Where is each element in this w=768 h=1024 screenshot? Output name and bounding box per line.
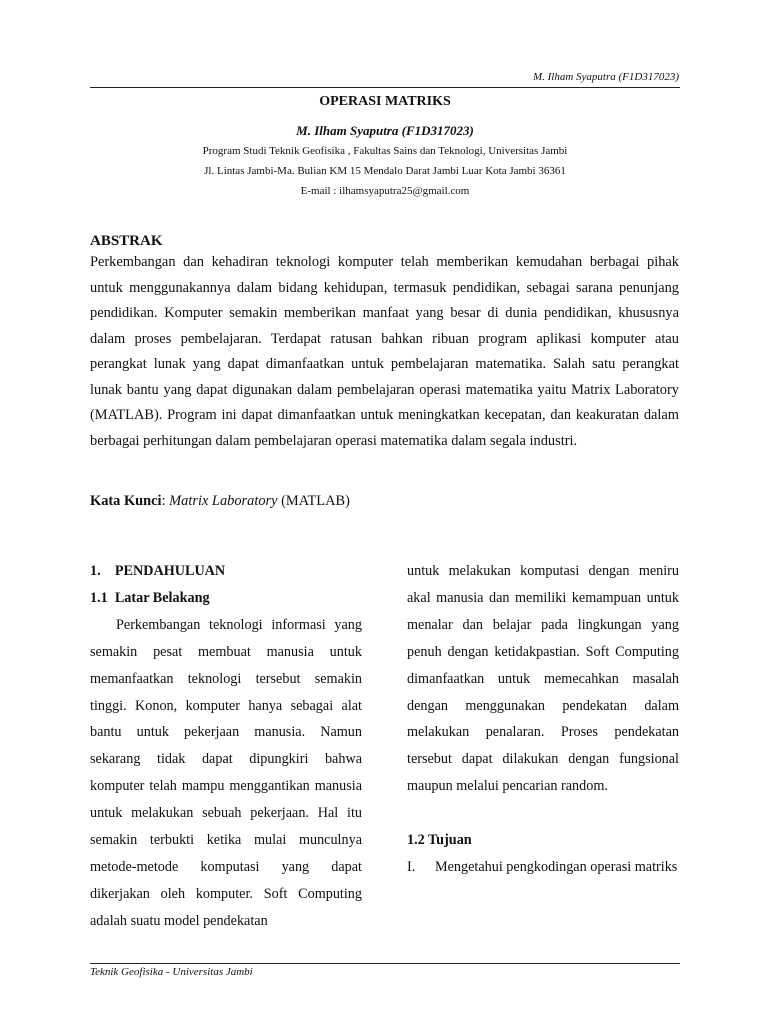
list-number: I. [407,858,416,875]
header-rule [90,87,680,88]
left-column [90,558,362,935]
section-heading: 1. PENDAHULUAN [90,563,226,579]
footer-text: Teknik Geofisika - Universitas Jambi [90,966,253,978]
keywords-label: Kata Kunci [90,493,162,509]
list-item [407,854,679,881]
keywords-separator: : [161,493,170,509]
body-paragraph-continued: untuk melakukan komputasi dengan meniru akal manusia dan memiliki kemampuan untuk menalar dan belajar pada lingkungan yang penuh dengan ketidakpastian. Soft Computing dimanfaatkan untuk memecahkan masalah dengan menggunakan pendekatan dalam melakukan penalaran. Proses pendekatan tersebut dapat dilakukan dengan fungsional maupun melalui pencarian random. [407,563,679,795]
running-head: M. Ilham Syaputra (F1D317023) [532,71,679,83]
spacer [407,800,679,827]
abstract-heading: ABSTRAK [90,233,163,249]
keywords-abbr: (MATLAB) [277,493,350,509]
keywords [90,493,350,510]
keywords-term: Matrix Laboratory [169,493,278,509]
address-line: Jl. Lintas Jambi-Ma. Bulian KM 15 Mendalo Darat Jambi Luar Kota Jambi 36361 [204,165,566,177]
affiliation-line: Program Studi Teknik Geofisika , Fakultas Sains dan Teknologi, Universitas Jambi [202,145,568,157]
paper-title: OPERASI MATRIKS [319,94,451,109]
author-name: M. Ilham Syaputra (F1D317023) [296,123,474,138]
list-text: Mengetahui pengkodingan operasi matriks [435,858,678,875]
subsection-heading: 1.2 Tujuan [407,832,472,849]
body-paragraph: Perkembangan teknologi informasi yang semakin pesat membuat manusia untuk memanfaatkan teknologi tersebut semakin tinggi. Konon, komputer hanya sebagai alat bantu untuk pekerjaan manusia. Namun sekarang tidak dapat dipungkiri bahwa komputer telah mampu menggantikan manusia untuk melakukan sebuah pekerjaan. Hal itu semakin terbukti ketika mulai munculnya metode-metode komputasi yang dapat dikerjakan oleh komputer. Soft Computing adalah suatu model pendekatan [90,616,362,929]
footer-rule [90,963,680,964]
subsection-heading: 1.1 Latar Belakang [90,589,210,606]
email-line: E-mail : ilhamsyaputra25@gmail.com [300,185,470,197]
right-column [407,558,679,881]
abstract-text: Perkembangan dan kehadiran teknologi komputer telah memberikan kemudahan berbagai pihak untuk menggunakannya dalam bidang kehidupan, termasuk pendidikan, sebagai sarana penunjang pendidikan. Komputer semakin memberikan manfaat yang besar di dunia pendidikan, khususnya dalam proses pembelajaran. Terdapat ratusan bahkan ribuan program aplikasi komputer atau perangkat lunak yang dapat dimanfaatkan untuk pembelajaran matematika. Salah satu perangkat lunak bantu yang dapat digunakan dalam pembelajaran operasi matematika yaitu Matrix Laboratory (MATLAB). Program ini dapat dimanfaatkan untuk meningkatkan kecepatan, dan keakuratan dalam berbagai perhitungan dalam pembelajaran operasi matematika dalam segala industri. [90,254,679,449]
